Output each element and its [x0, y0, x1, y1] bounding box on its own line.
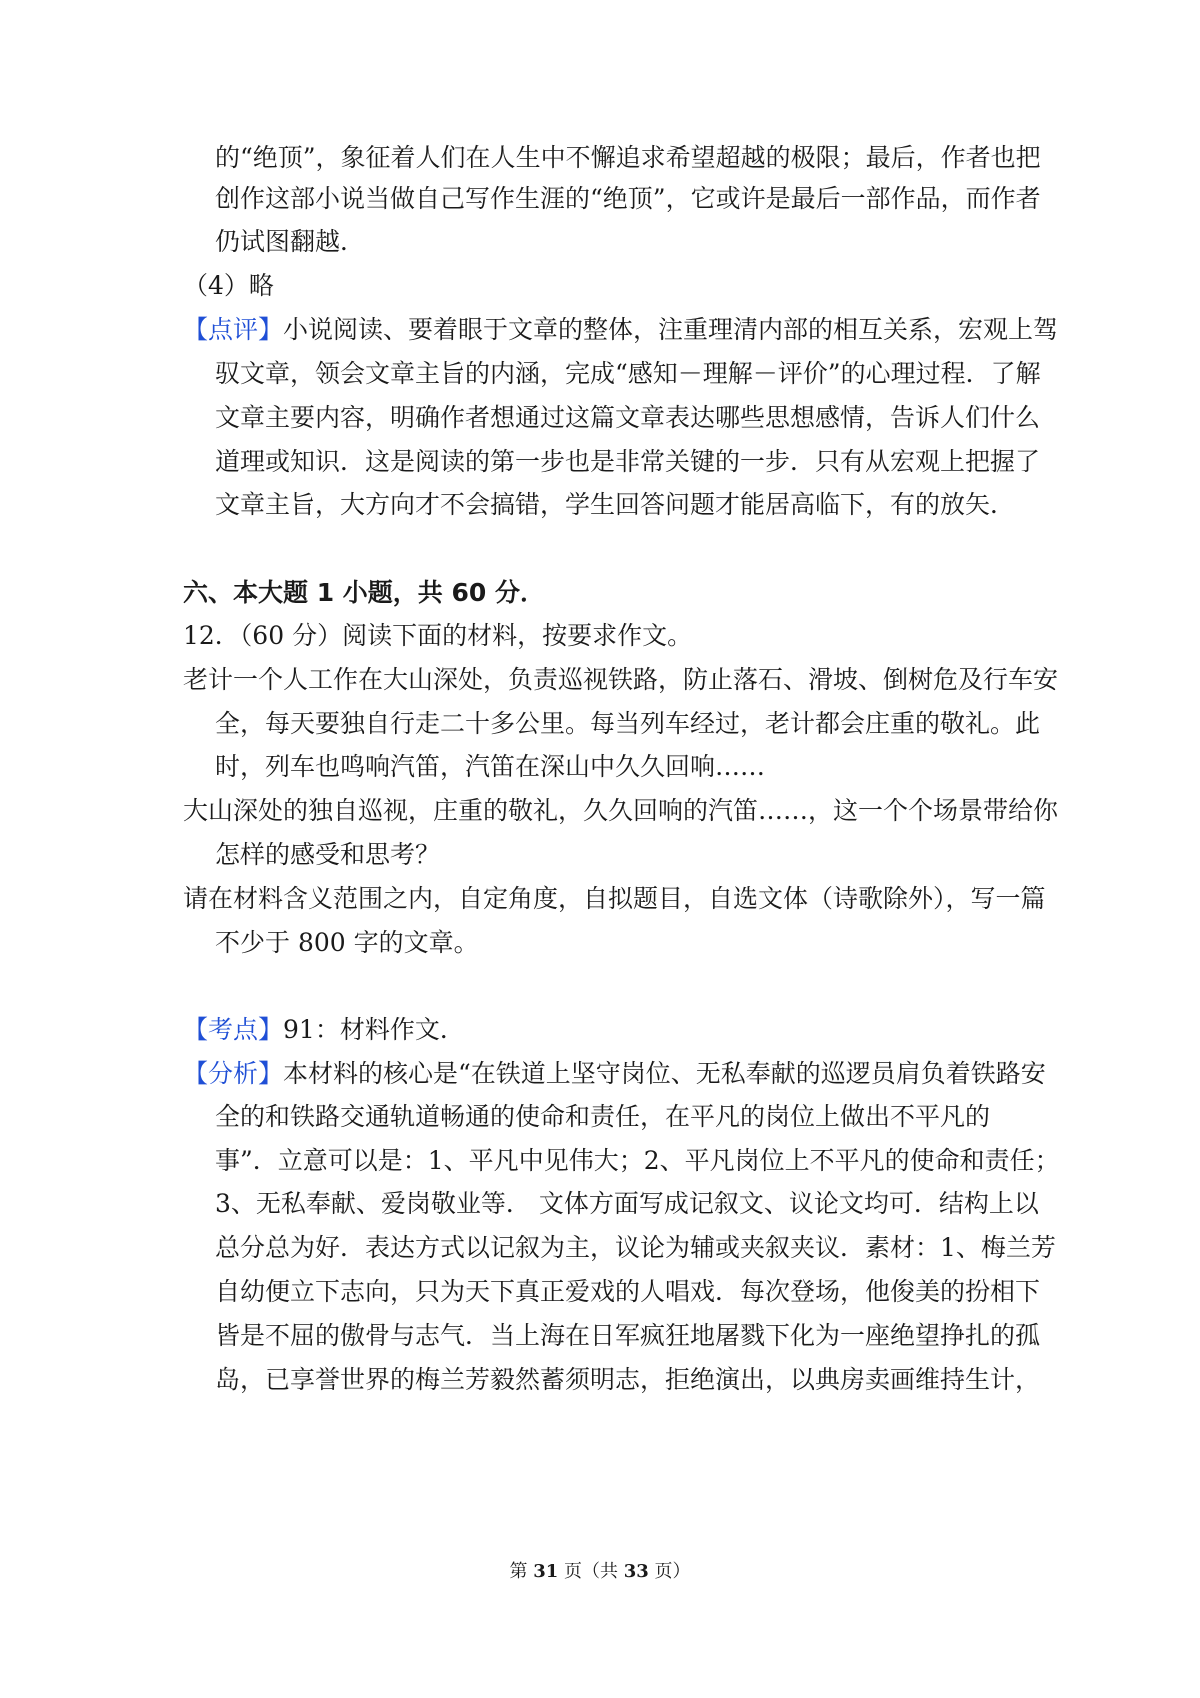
intro-line: 的“绝顶”，象征着人们在人生中不懈追求希望超越的极限；最后，作者也把 — [215, 143, 1041, 172]
fenxi-first-line — [183, 1059, 1046, 1089]
comment-line: 道理或知识．这是阅读的第一步也是非常关键的一步．只有从宏观上把握了 — [215, 447, 1041, 476]
material-paragraph: 大山深处的独自巡视，庄重的敬礼，久久回响的汽笛……，这一个个场景带给你 — [183, 796, 1059, 825]
material-line: 时，列车也鸣响汽笛，汽笛在深山中久久回响…… — [215, 752, 766, 781]
fenxi-line: 全的和铁路交通轨道畅通的使命和责任，在平凡的岗位上做出不平凡的 — [215, 1102, 991, 1131]
intro-line: 创作这部小说当做自己写作生涯的“绝顶”，它或许是最后一部作品，而作者 — [215, 184, 1041, 213]
kaodian-text: 91：材料作文． — [283, 1015, 465, 1044]
fenxi-tag: 【分析】 — [183, 1059, 284, 1088]
material-paragraph: 老计一个人工作在大山深处，负责巡视铁路，防止落石、滑坡、倒树危及行车安 — [183, 665, 1059, 694]
question-title: 12．（60 分）阅读下面的材料，按要求作文。 — [183, 621, 693, 650]
kaodian-tag: 【考点】 — [183, 1015, 284, 1044]
fenxi-line: 自幼便立下志向，只为天下真正爱戏的人唱戏．每次登场，他俊美的扮相下 — [215, 1277, 1041, 1306]
material-line: 不少于 800 字的文章。 — [215, 928, 479, 957]
page-footer — [0, 1560, 1200, 1584]
fenxi-line: 事”．立意可以是：1、平凡中见伟大；2、平凡岗位上不平凡的使命和责任； — [215, 1146, 1060, 1175]
comment-line: 文章主旨，大方向才不会搞错，学生回答问题才能居高临下，有的放矢． — [215, 490, 1016, 519]
section-heading: 六、本大题 1 小题，共 60 分． — [183, 578, 546, 607]
comment-text: 小说阅读、要着眼于文章的整体，注重理清内部的相互关系，宏观上驾 — [283, 315, 1059, 344]
footer-middle: 页（共 — [558, 1561, 624, 1582]
comment-first-line — [183, 315, 1058, 345]
fenxi-text: 本材料的核心是“在铁道上坚守岗位、无私奉献的巡逻员肩负着铁路安 — [283, 1059, 1046, 1088]
answer-4: （4）略 — [183, 271, 274, 300]
fenxi-line: 皆是不屈的傲骨与志气．当上海在日军疯狂地屠戮下化为一座绝望挣扎的孤 — [215, 1321, 1041, 1350]
material-line: 怎样的感受和思考？ — [215, 840, 441, 869]
footer-total-pages: 33 — [623, 1561, 649, 1582]
fenxi-line: 3、无私奉献、爱岗敬业等． 文体方面写成记叙文、议论文均可．结构上以 — [215, 1189, 1039, 1218]
comment-line: 驭文章，领会文章主旨的内涵，完成“感知－理解－评价”的心理过程．了解 — [215, 359, 1041, 388]
fenxi-line: 总分总为好．表达方式以记叙为主，议论为辅或夹叙夹议．素材：1、梅兰芳 — [215, 1233, 1056, 1262]
comment-tag: 【点评】 — [183, 315, 284, 344]
intro-line: 仍试图翻越． — [215, 227, 366, 256]
comment-line: 文章主要内容，明确作者想通过这篇文章表达哪些思想感情，告诉人们什么 — [215, 403, 1041, 432]
footer-page-number: 31 — [533, 1561, 559, 1582]
footer-suffix: 页） — [648, 1561, 691, 1582]
material-line: 全，每天要独自行走二十多公里。每当列车经过，老计都会庄重的敬礼。此 — [215, 709, 1041, 738]
kaodian-line — [183, 1015, 465, 1045]
fenxi-line: 岛，已享誉世界的梅兰芳毅然蓄须明志，拒绝演出，以典房卖画维持生计， — [215, 1365, 1041, 1394]
material-paragraph: 请在材料含义范围之内，自定角度，自拟题目，自选文体（诗歌除外），写一篇 — [183, 884, 1046, 913]
footer-prefix: 第 — [509, 1561, 534, 1582]
